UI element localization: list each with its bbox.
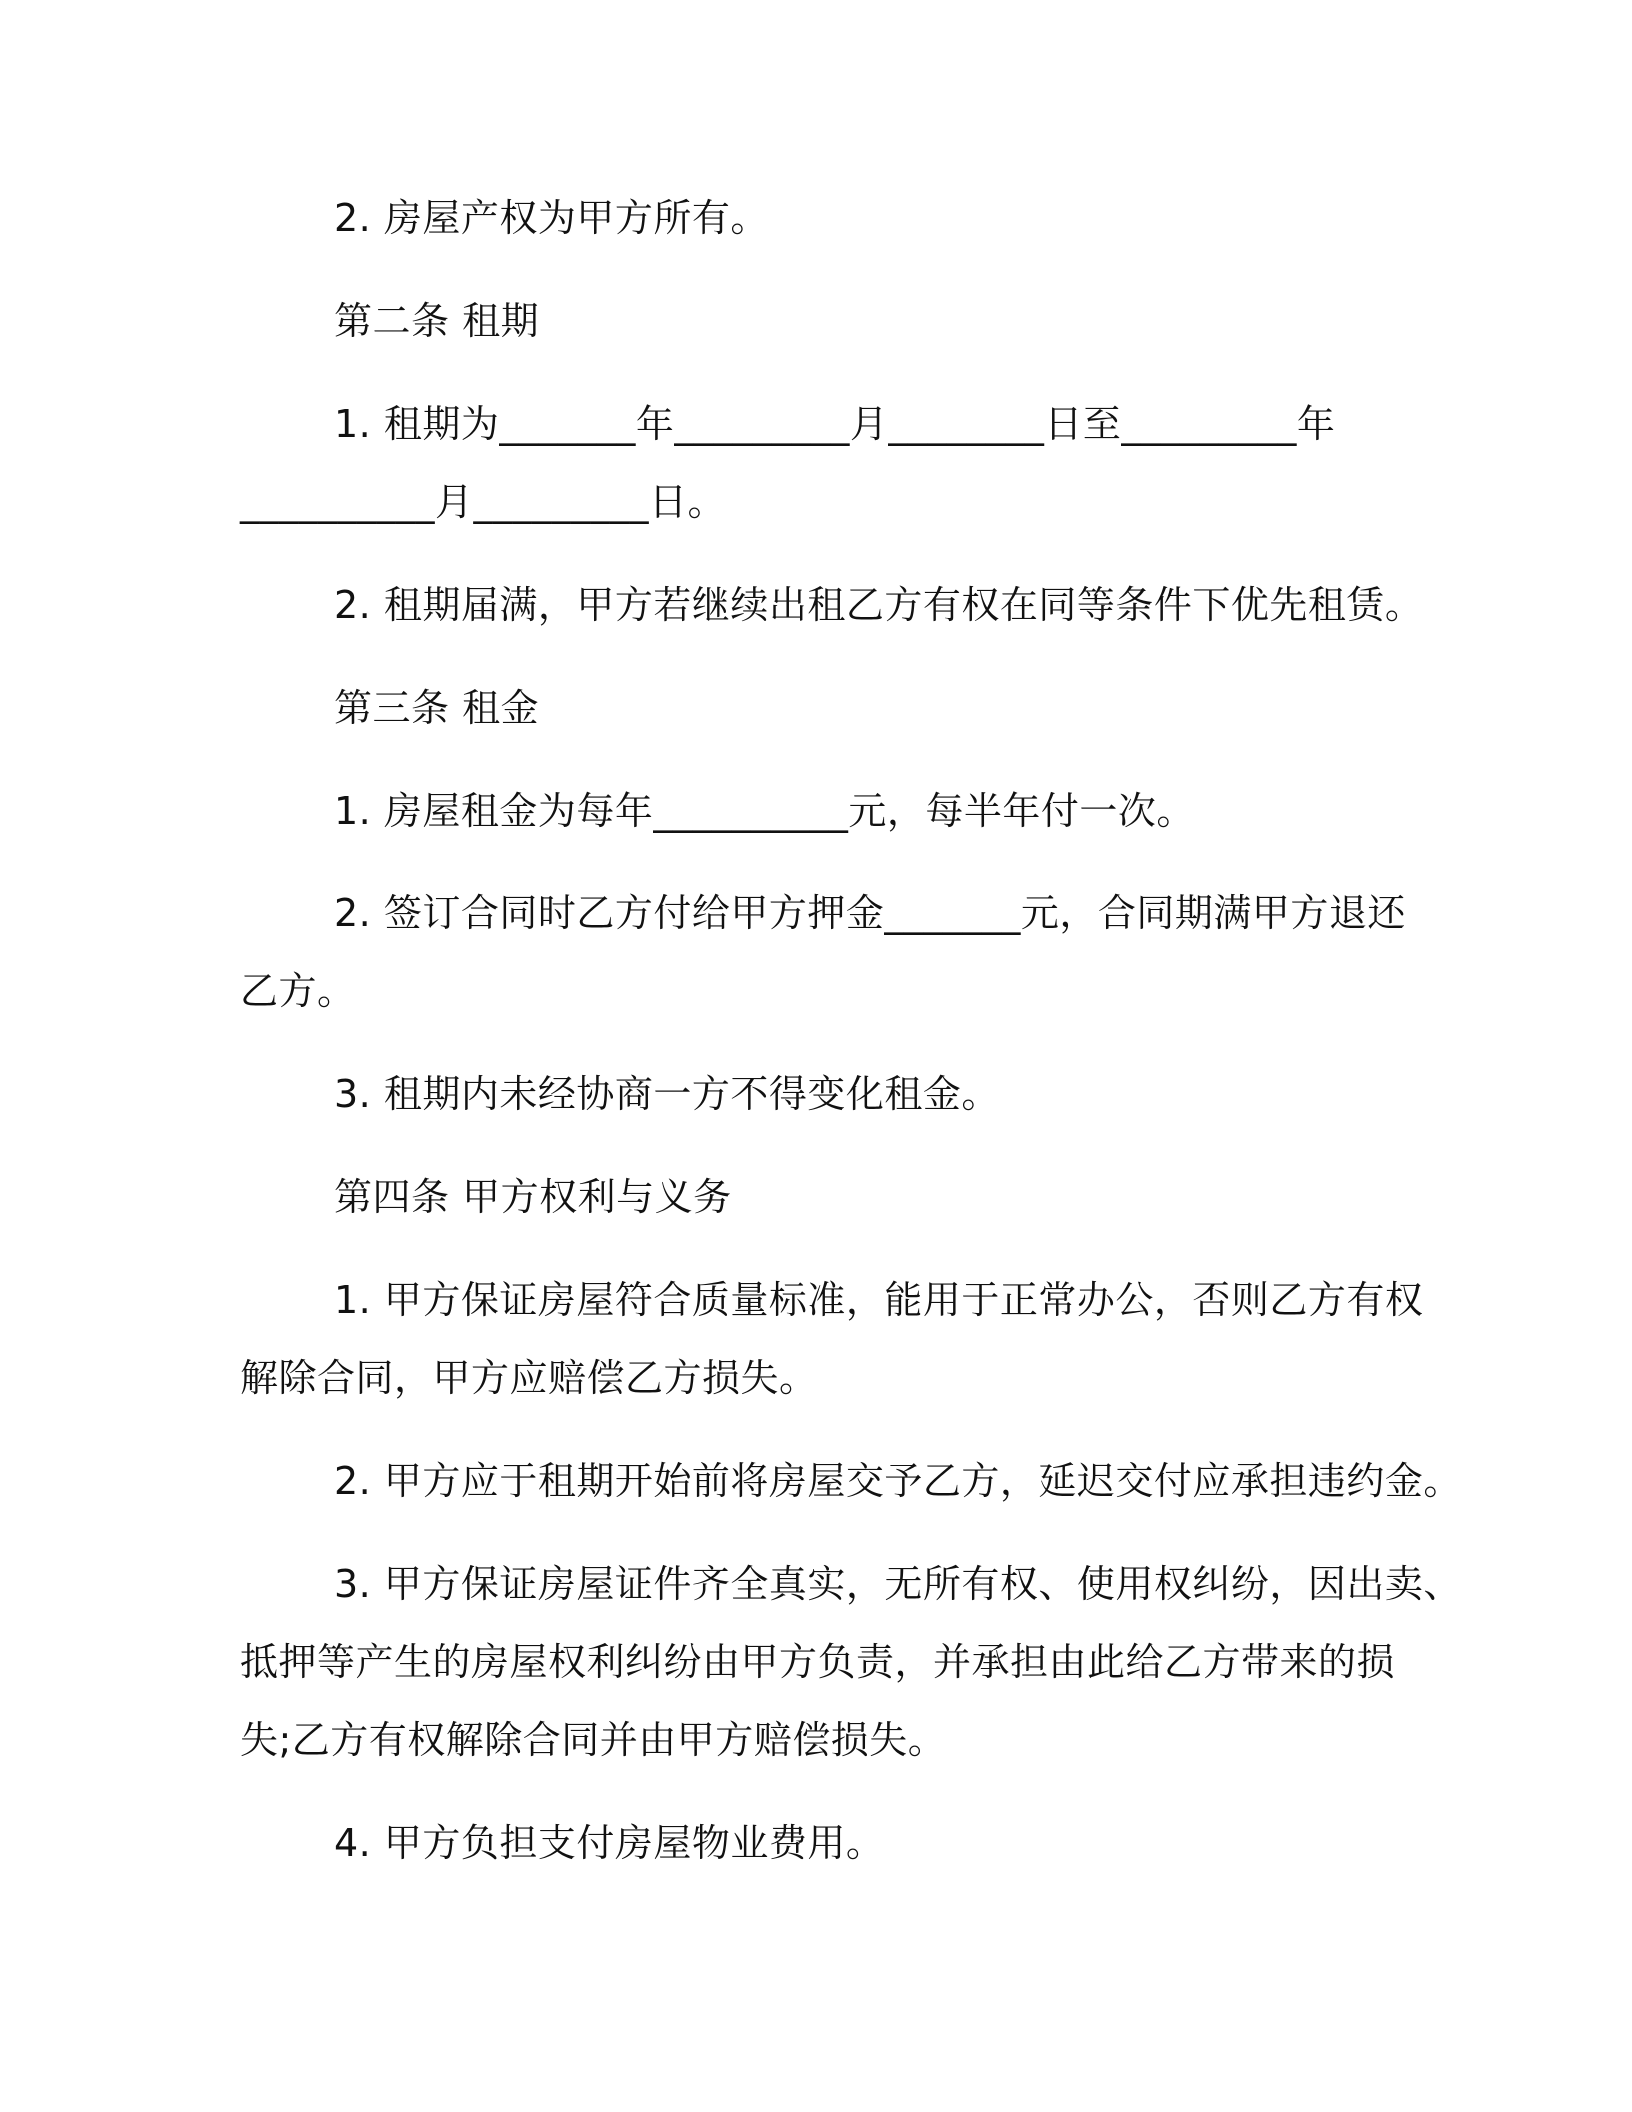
clause-quality-guarantee: 1. 甲方保证房屋符合质量标准，能用于正常办公，否则乙方有权 [334,1278,1424,1322]
clause-lease-term: 1. 租期为_______年_________月________日至_________年 [334,402,1336,446]
clause-title-guarantee: 3. 甲方保证房屋证件齐全真实，无所有权、使用权纠纷，因出卖、 [334,1562,1462,1606]
clause-deposit: 2. 签订合同时乙方付给甲方押金_______元，合同期满甲方退还 [334,891,1406,935]
clause-deposit-continued: 乙方。 [240,969,356,1013]
article-2-heading: 第二条 租期 [334,299,540,343]
clause-lease-renewal: 2. 租期届满，甲方若继续出租乙方有权在同等条件下优先租赁。 [334,583,1424,627]
article-3-heading: 第三条 租金 [334,686,540,730]
clause-title-guarantee-line-2: 抵押等产生的房屋权利纠纷由甲方负责，并承担由此给乙方带来的损 [240,1640,1396,1684]
clause-rent-unchanged: 3. 租期内未经协商一方不得变化租金。 [334,1072,1000,1116]
clause-property-fees: 4. 甲方负担支付房屋物业费用。 [334,1821,885,1865]
clause-delivery: 2. 甲方应于租期开始前将房屋交予乙方，延迟交付应承担违约金。 [334,1459,1462,1503]
article-4-heading: 第四条 甲方权利与义务 [334,1175,732,1219]
clause-property-ownership: 2. 房屋产权为甲方所有。 [334,196,769,240]
clause-lease-term-continued: __________月_________日。 [240,480,727,524]
clause-title-guarantee-line-3: 失;乙方有权解除合同并由甲方赔偿损失。 [240,1718,947,1762]
clause-quality-guarantee-continued: 解除合同，甲方应赔偿乙方损失。 [240,1356,818,1400]
clause-annual-rent: 1. 房屋租金为每年__________元，每半年付一次。 [334,789,1195,833]
